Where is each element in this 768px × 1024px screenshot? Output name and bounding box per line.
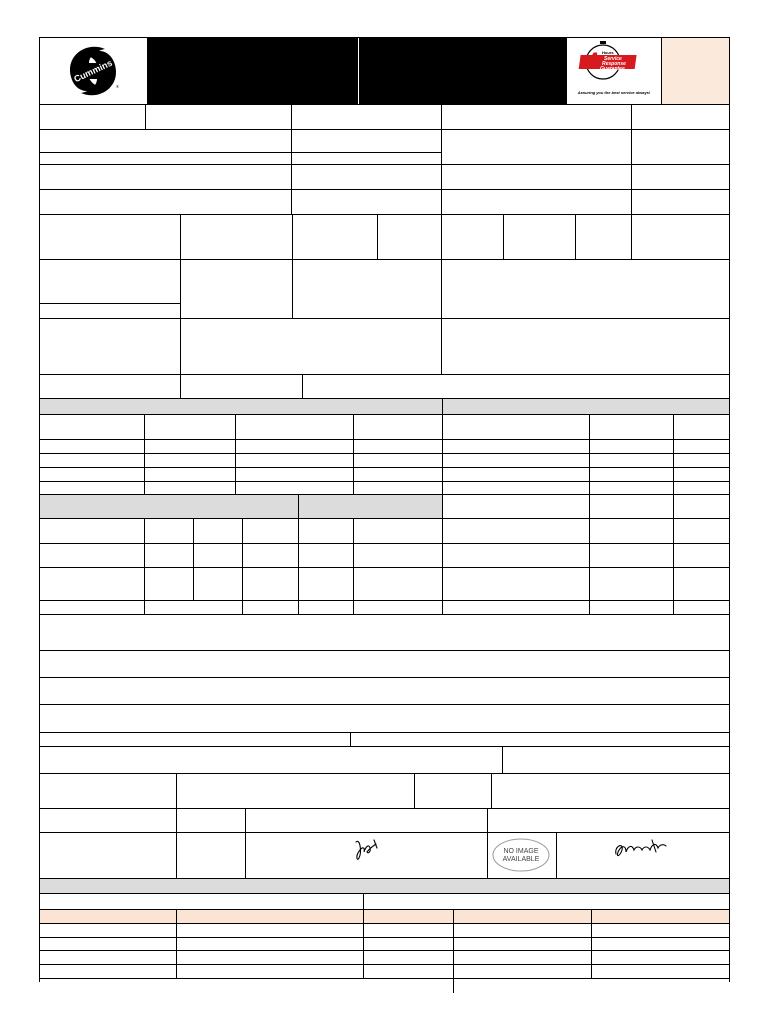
section-band-3 xyxy=(40,878,729,893)
badge-line-3: Guarantee xyxy=(600,66,625,72)
header-corner-fill xyxy=(661,38,729,104)
badge-line-1: Service xyxy=(604,56,622,62)
section-band-2-left xyxy=(40,494,298,518)
cummins-logo-icon xyxy=(40,38,146,104)
no-image-line-1: NO IMAGE xyxy=(503,848,539,855)
badge-small-word: Hours xyxy=(602,50,614,55)
no-image-line-2: AVAILABLE xyxy=(502,856,540,863)
header-black-block-left xyxy=(147,38,358,104)
no-image-placeholder xyxy=(491,837,551,873)
badge-tagline: Assuring you the best service always! xyxy=(577,90,651,95)
peach-header-band xyxy=(40,909,729,923)
badge-number: 4 xyxy=(587,48,600,73)
section-band-1 xyxy=(40,399,729,414)
badge-line-2: Response xyxy=(602,61,626,67)
service-guarantee-badge xyxy=(567,38,661,88)
header-black-block-right xyxy=(359,38,567,104)
signature-image-2 xyxy=(612,836,672,862)
svg-text:®: ® xyxy=(116,84,119,89)
brand-logo-text: Cummins xyxy=(72,57,114,85)
signature-image-1 xyxy=(350,834,386,864)
section-band-2-mid xyxy=(298,494,442,518)
